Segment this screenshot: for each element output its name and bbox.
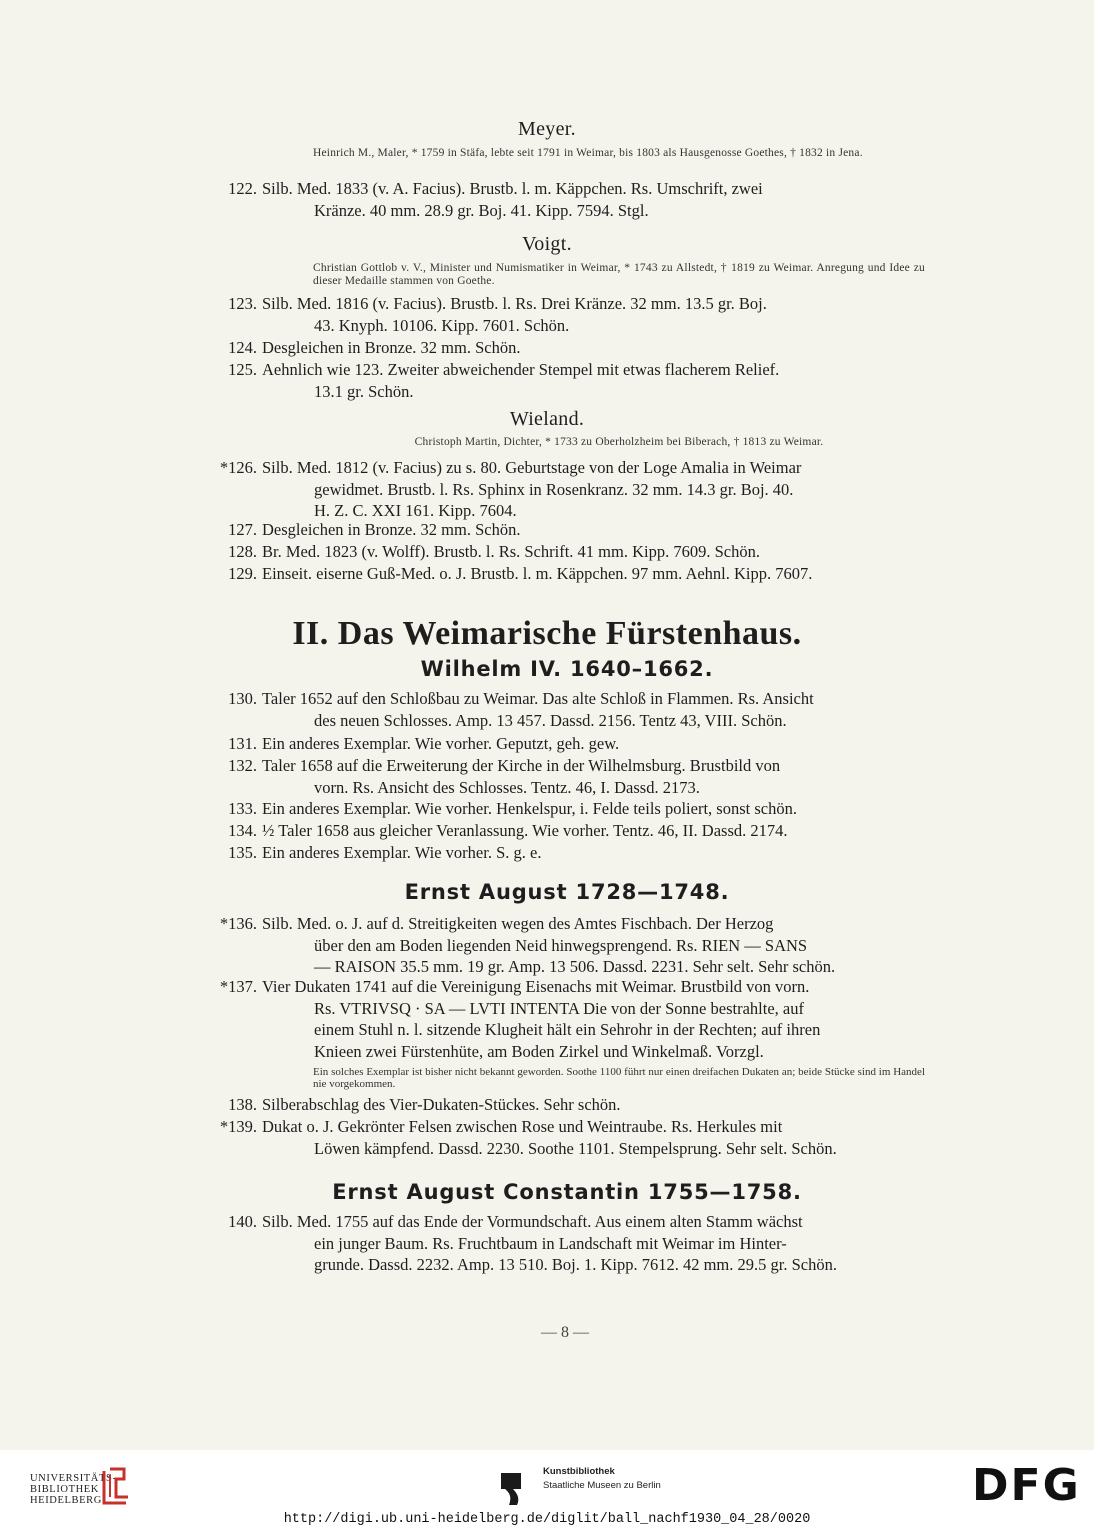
footnote-137: Ein solches Exemplar ist bisher nicht bekannt geworden. Soothe 1100 führt nur einen dreifachen Dukaten an; beide Stücke sind im Handel nie vorgekommen. bbox=[313, 1066, 925, 1090]
entry-text: Desgleichen in Bronze. 32 mm. Schön. bbox=[262, 338, 521, 357]
heidelberg-library-logo-icon bbox=[100, 1463, 132, 1507]
entry-number: 127. bbox=[228, 520, 257, 539]
entry-number: 130. bbox=[228, 689, 257, 708]
entry-number: 140. bbox=[228, 1212, 257, 1231]
entry-text-cont: vorn. Rs. Ansicht des Schlosses. Tentz. 46, I. Dassd. 2173. bbox=[314, 777, 700, 797]
kunstbibliothek-logo-icon bbox=[499, 1471, 531, 1507]
kunstbibliothek-subtitle: Staatliche Museen zu Berlin bbox=[543, 1480, 661, 1491]
entry-139 bbox=[205, 1116, 925, 1159]
kunstbibliothek-title: Kunstbibliothek bbox=[543, 1466, 615, 1477]
entry-number: 135. bbox=[228, 843, 257, 862]
entry-text: Br. Med. 1823 (v. Wolff). Brustb. l. Rs. Schrift. 41 mm. Kipp. 7609. Schön. bbox=[262, 542, 760, 561]
entry-129 bbox=[205, 563, 925, 585]
entry-135 bbox=[205, 842, 925, 864]
entry-text-cont: Knieen zwei Fürstenhüte, am Boden Zirkel und Winkelmaß. Vorzgl. bbox=[314, 1041, 764, 1061]
section-title-ernst-august-constantin: Ernst August Constantin 1755—1758. bbox=[332, 1180, 802, 1204]
section-subtitle-voigt: Christian Gottlob v. V., Minister und Numismatiker in Weimar, * 1743 zu Allstedt, † 1819 zu Weimar. Anregung und Idee zu dieser Medaille stammen von Goethe. bbox=[313, 262, 925, 287]
entry-text-cont: über den am Boden liegenden Neid hinwegsprengend. Rs. RIEN — SANS bbox=[314, 935, 808, 955]
page-number: — 8 — bbox=[541, 1324, 589, 1341]
dfg-logo: DFG bbox=[972, 1460, 1081, 1511]
entry-134 bbox=[205, 820, 925, 842]
entry-number: 128. bbox=[228, 542, 257, 561]
entry-text: Einseit. eiserne Guß-Med. o. J. Brustb. l. m. Käppchen. 97 mm. Aehnl. Kipp. 7607. bbox=[262, 564, 813, 583]
entry-text: Silberabschlag des Vier-Dukaten-Stückes. Sehr schön. bbox=[262, 1095, 621, 1114]
entry-number: 125. bbox=[228, 360, 257, 379]
section-title-wilhelm: Wilhelm IV. 1640–1662. bbox=[420, 657, 714, 681]
entry-number: 124. bbox=[228, 338, 257, 357]
entry-text: Desgleichen in Bronze. 32 mm. Schön. bbox=[262, 520, 521, 539]
entry-140 bbox=[205, 1211, 925, 1276]
entry-text: Dukat o. J. Gekrönter Felsen zwischen Rose und Weintraube. Rs. Herkules mit bbox=[262, 1117, 783, 1136]
entry-130 bbox=[205, 688, 925, 731]
entry-text: Ein anderes Exemplar. Wie vorher. Henkelspur, i. Felde teils poliert, sonst schön. bbox=[262, 799, 797, 818]
entry-number: *126. bbox=[219, 458, 257, 477]
entry-text: Aehnlich wie 123. Zweiter abweichender Stempel mit etwas flacherem Relief. bbox=[262, 360, 780, 379]
entry-number: *136. bbox=[219, 914, 257, 933]
part-title: II. Das Weimarische Fürstenhaus. bbox=[292, 615, 802, 652]
entry-text-cont: des neuen Schlosses. Amp. 13 457. Dassd. 2156. Tentz 43, VIII. Schön. bbox=[314, 710, 787, 730]
entry-text-cont: 43. Knyph. 10106. Kipp. 7601. Schön. bbox=[314, 315, 570, 335]
entry-text: Silb. Med. 1816 (v. Facius). Brustb. l. Rs. Drei Kränze. 32 mm. 13.5 gr. Boj. bbox=[262, 294, 767, 313]
entry-128 bbox=[205, 541, 925, 563]
entry-text: Silb. Med. 1755 auf das Ende der Vormundschaft. Aus einem alten Stamm wächst bbox=[262, 1212, 803, 1231]
entry-text-cont: Rs. VTRIVSQ · SA — LVTI INTENTA Die von der Sonne bestrahlte, auf bbox=[314, 998, 804, 1018]
entry-136 bbox=[205, 913, 925, 978]
entry-131 bbox=[205, 733, 925, 755]
entry-text: Taler 1652 auf den Schloßbau zu Weimar. Das alte Schloß in Flammen. Rs. Ansicht bbox=[262, 689, 814, 708]
entry-number: 131. bbox=[228, 734, 257, 753]
entry-133 bbox=[205, 798, 925, 820]
entry-text-cont: 13.1 gr. Schön. bbox=[314, 381, 414, 401]
entry-number: *139. bbox=[219, 1117, 257, 1136]
library-line: UNIVERSITÄTS- bbox=[30, 1473, 117, 1484]
library-line: BIBLIOTHEK bbox=[30, 1484, 99, 1495]
entry-number: 132. bbox=[228, 756, 257, 775]
entry-text: Silb. Med. 1812 (v. Facius) zu s. 80. Geburtstage von der Loge Amalia in Weimar bbox=[262, 458, 802, 477]
entry-text-cont: gewidmet. Brustb. l. Rs. Sphinx in Rosenkranz. 32 mm. 14.3 gr. Boj. 40. bbox=[314, 479, 794, 499]
entry-text-cont: Löwen kämpfend. Dassd. 2230. Soothe 1101. Stempelsprung. Sehr selt. Schön. bbox=[314, 1138, 837, 1158]
section-title-voigt: Voigt. bbox=[522, 233, 572, 255]
section-subtitle-wieland: Christoph Martin, Dichter, * 1733 zu Oberholzheim bei Biberach, † 1813 zu Weimar. bbox=[414, 436, 824, 448]
entry-text: Ein anderes Exemplar. Wie vorher. S. g. e. bbox=[262, 843, 542, 862]
entry-text-cont: einem Stuhl n. l. sitzende Klugheit hält ein Sehrohr in der Rechten; auf ihren bbox=[314, 1020, 821, 1039]
section-title-ernst-august: Ernst August 1728—1748. bbox=[404, 880, 730, 904]
section-title-wieland: Wieland. bbox=[509, 408, 585, 430]
entry-text-cont: grunde. Dassd. 2232. Amp. 13 510. Boj. 1. Kipp. 7612. 42 mm. 29.5 gr. Schön. bbox=[314, 1255, 837, 1274]
entry-text: Silb. Med. 1833 (v. A. Facius). Brustb. l. m. Käppchen. Rs. Umschrift, zwei bbox=[262, 179, 763, 198]
entry-text-cont: H. Z. C. XXI 161. Kipp. 7604. bbox=[314, 501, 517, 520]
entry-123 bbox=[205, 293, 925, 336]
entry-137 bbox=[205, 976, 925, 1062]
entry-text: ½ Taler 1658 aus gleicher Veranlassung. Wie vorher. Tentz. 46, II. Dassd. 2174. bbox=[262, 821, 788, 840]
entry-number: 129. bbox=[228, 564, 257, 583]
entry-text-cont: ein junger Baum. Rs. Fruchtbaum in Landschaft mit Weimar im Hinter- bbox=[314, 1233, 787, 1253]
entry-text: Silb. Med. o. J. auf d. Streitigkeiten wegen des Amtes Fischbach. Der Herzog bbox=[262, 914, 774, 933]
entry-number: 122. bbox=[228, 179, 257, 198]
entry-138 bbox=[205, 1094, 925, 1116]
entry-text: Vier Dukaten 1741 auf die Vereinigung Eisenachs mit Weimar. Brustbild von vorn. bbox=[262, 977, 810, 996]
entry-text-cont: — RAISON 35.5 mm. 19 gr. Amp. 13 506. Dassd. 2231. Sehr selt. Sehr schön. bbox=[314, 957, 836, 976]
entry-124 bbox=[205, 337, 925, 359]
entry-126 bbox=[205, 457, 925, 522]
entry-number: *137. bbox=[219, 977, 257, 996]
section-title-meyer: Meyer. bbox=[518, 118, 576, 140]
footer bbox=[0, 1450, 1094, 1530]
entry-number: 134. bbox=[228, 821, 257, 840]
entry-132 bbox=[205, 755, 925, 798]
section-subtitle-meyer: Heinrich M., Maler, * 1759 in Stäfa, lebte seit 1791 in Weimar, bis 1803 als Hausgenosse Goethes, † 1832 in Jena. bbox=[313, 147, 863, 159]
entry-number: 138. bbox=[228, 1095, 257, 1114]
page-url[interactable]: http://digi.ub.uni-heidelberg.de/diglit/ball_nachf1930_04_28/0020 bbox=[283, 1512, 811, 1527]
entry-text: Taler 1658 auf die Erweiterung der Kirche in der Wilhelmsburg. Brustbild von bbox=[262, 756, 781, 775]
entry-text: Ein anderes Exemplar. Wie vorher. Geputzt, geh. gew. bbox=[262, 734, 620, 753]
entry-125 bbox=[205, 359, 925, 402]
library-line: HEIDELBERG bbox=[30, 1495, 102, 1506]
entry-122 bbox=[205, 178, 925, 221]
entry-text-cont: Kränze. 40 mm. 28.9 gr. Boj. 41. Kipp. 7594. Stgl. bbox=[314, 200, 649, 220]
entry-number: 133. bbox=[228, 799, 257, 818]
entry-number: 123. bbox=[228, 294, 257, 313]
entry-127 bbox=[205, 519, 925, 541]
